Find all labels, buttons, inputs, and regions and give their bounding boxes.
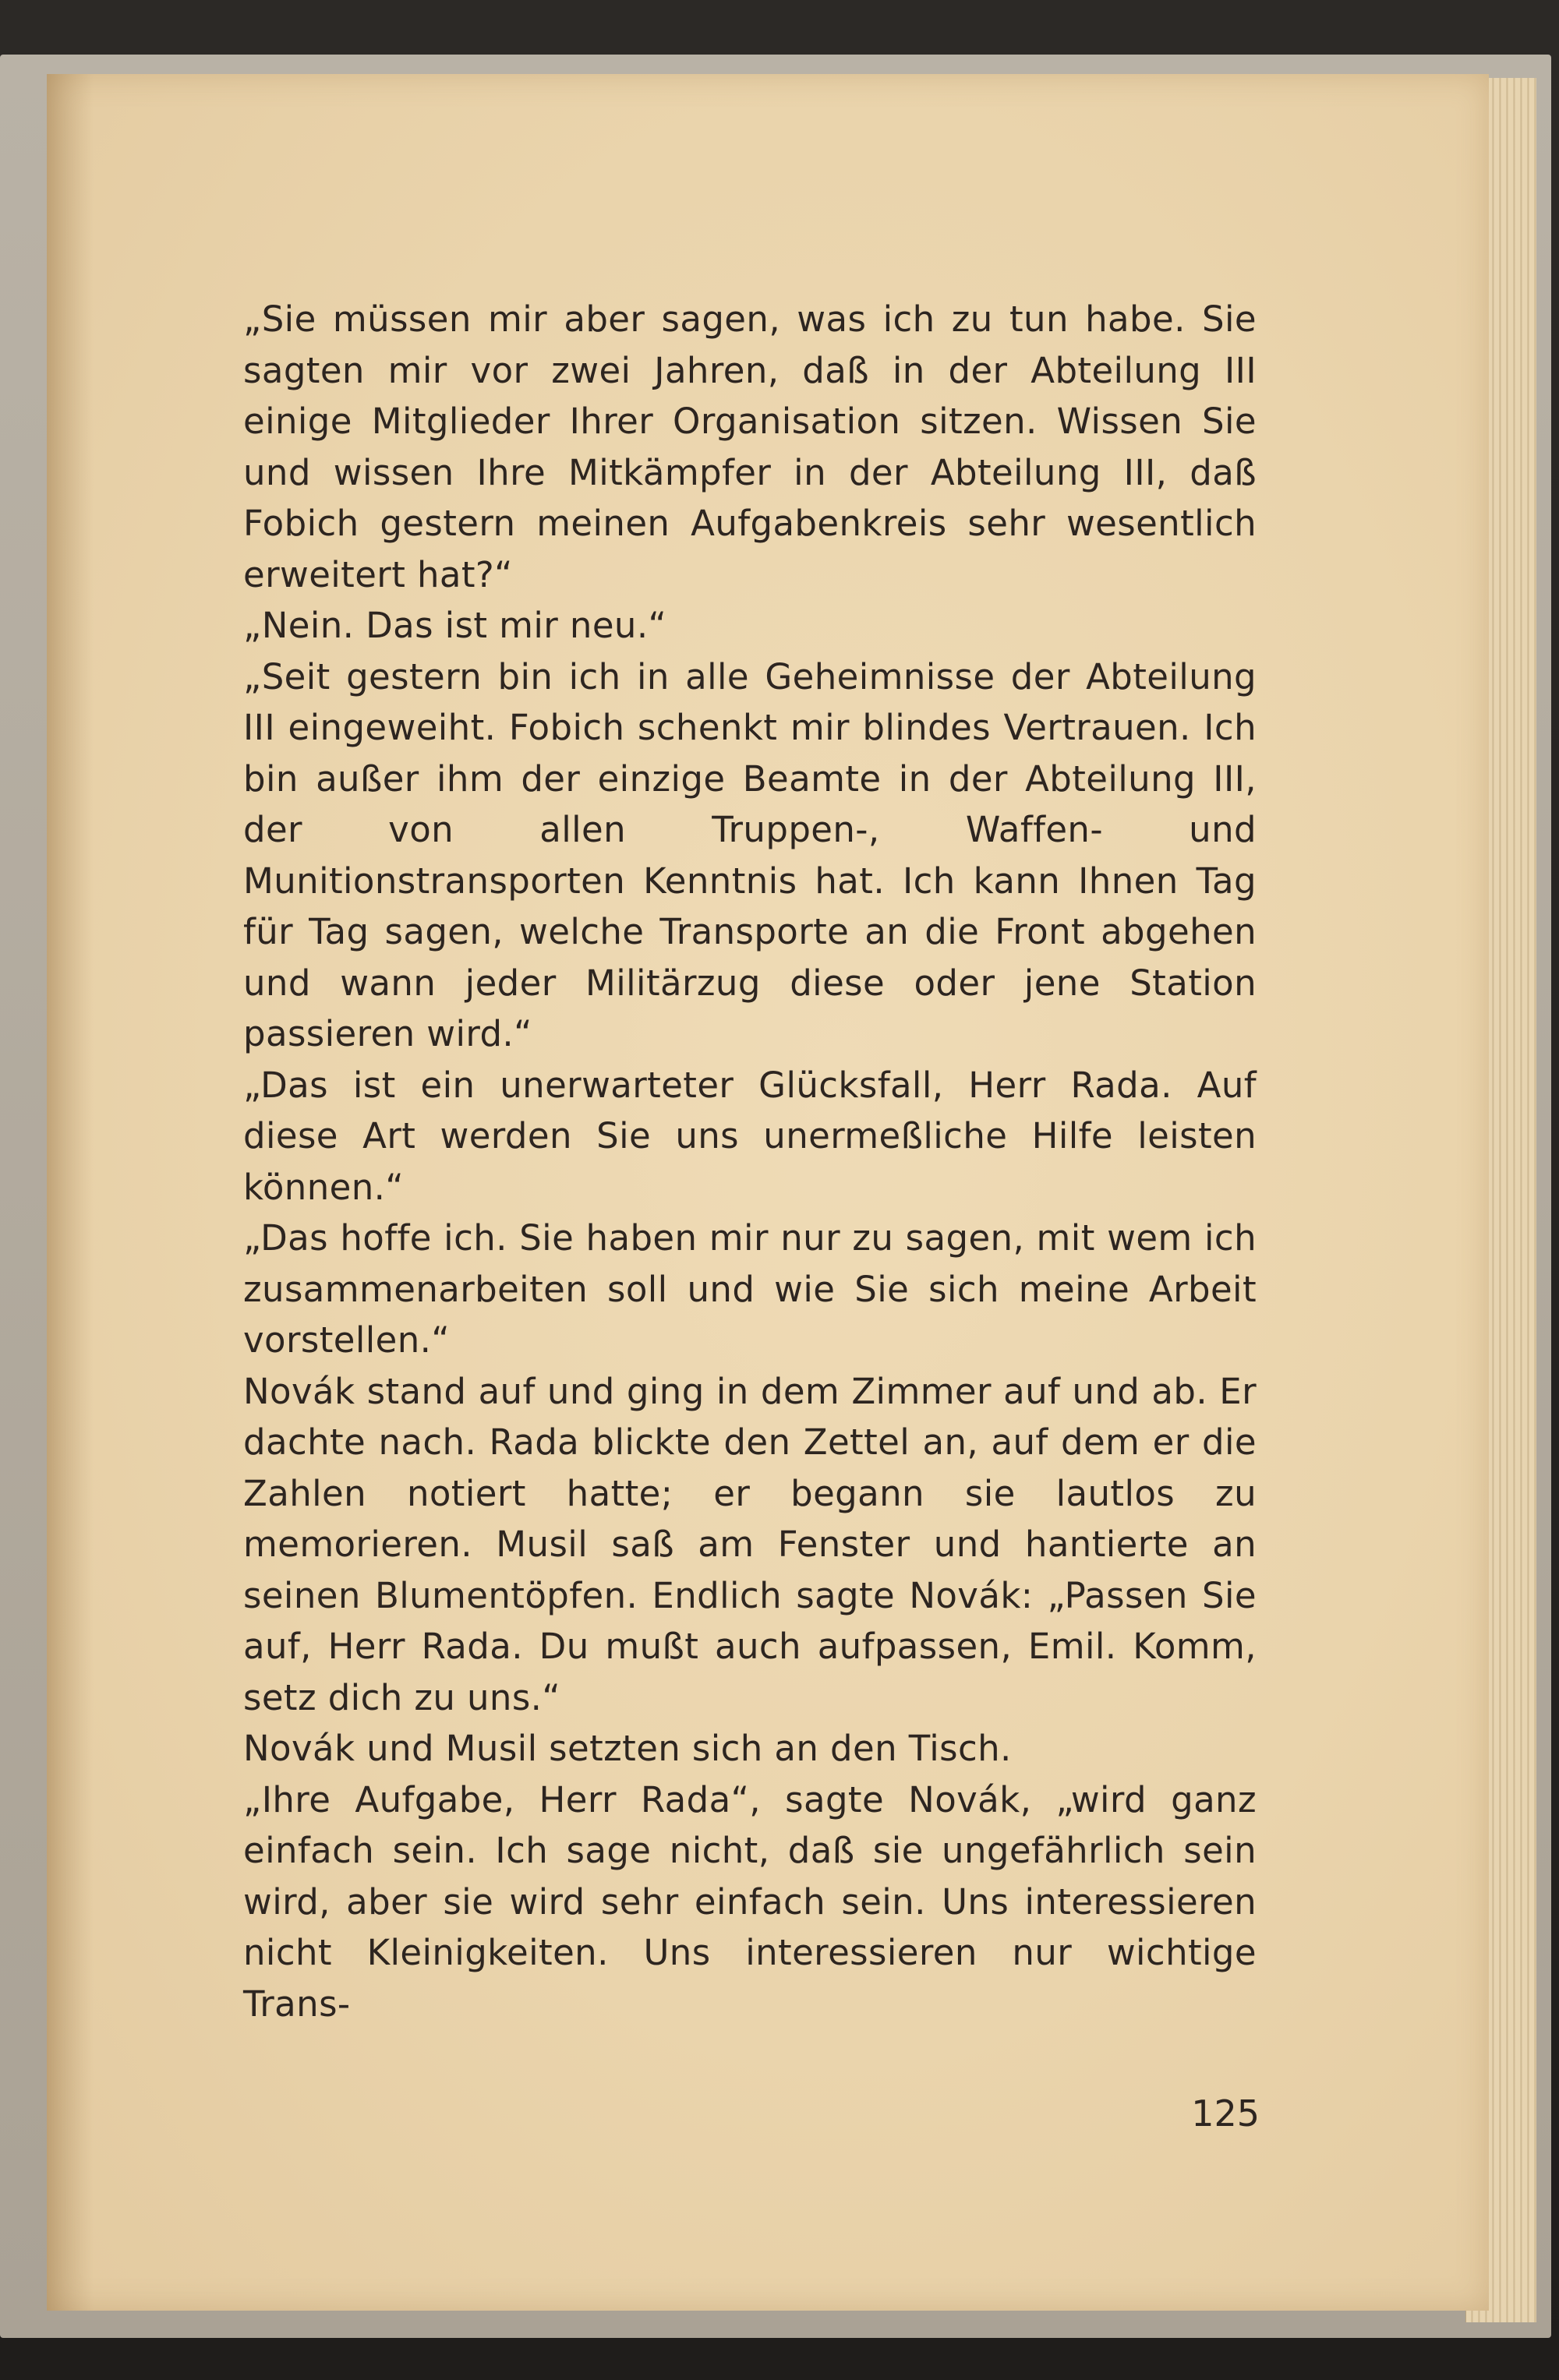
paragraph: Novák stand auf und ging in dem Zimmer auf und ab. Er dachte nach. Rada blickte den Zettel an, auf dem er die Zahlen notiert hatte; er begann sie lautlos zu memorieren. Musil saß am Fenster und hantierte an seinen Blumentöpfen. Endlich sagte Novák: „Passen Sie auf, Herr Rada. Du mußt auch aufpassen, Emil. Komm, setz dich zu uns.“: [243, 1370, 1257, 1718]
paragraph: „Das ist ein unerwarteter Glücksfall, Herr Rada. Auf diese Art werden Sie uns unermeßliche Hilfe leisten können.“: [243, 1064, 1257, 1208]
page-number: 125: [1191, 2092, 1260, 2135]
paragraph: „Sie müssen mir aber sagen, was ich zu tun habe. Sie sagten mir vor zwei Jahren, daß in der Abteilung III einige Mitglieder Ihrer Organisation sitzen. Wissen Sie und wissen Ihre Mitkämpfer in der Abteilung III, daß Fobich gestern meinen Aufgabenkreis sehr wesentlich erweitert hat?“: [243, 298, 1257, 595]
paragraph: „Nein. Das ist mir neu.“: [243, 605, 667, 646]
book-page: [47, 74, 1489, 2311]
spine-shadow: [47, 74, 94, 2311]
paragraph: „Seit gestern bin ich in alle Geheimnisse der Abteilung III eingeweiht. Fobich schenkt mir blindes Vertrauen. Ich bin außer ihm der einzige Beamte in der Abteilung III, der von allen Truppen-, Waffen- und Munitionstransporten Kenntnis hat. Ich kann Ihnen Tag für Tag sagen, welche Transporte an die Front abgehen und wann jeder Militärzug diese oder jene Station passieren wird.“: [243, 655, 1257, 1054]
paragraph: „Ihre Aufgabe, Herr Rada“, sagte Novák, „wird ganz einfach sein. Ich sage nicht, daß sie ungefährlich sein wird, aber sie wird sehr einfach sein. Uns interessieren nicht Kleinigkeiten. Uns interessieren nur wichtige Trans-: [243, 1778, 1257, 2025]
body-text: [243, 294, 1257, 2029]
paragraph: Novák und Musil setzten sich an den Tisch.: [243, 1728, 1012, 1769]
paragraph: „Das hoffe ich. Sie haben mir nur zu sagen, mit wem ich zusammenarbeiten soll und wie Sie sich meine Arbeit vorstellen.“: [243, 1217, 1257, 1361]
